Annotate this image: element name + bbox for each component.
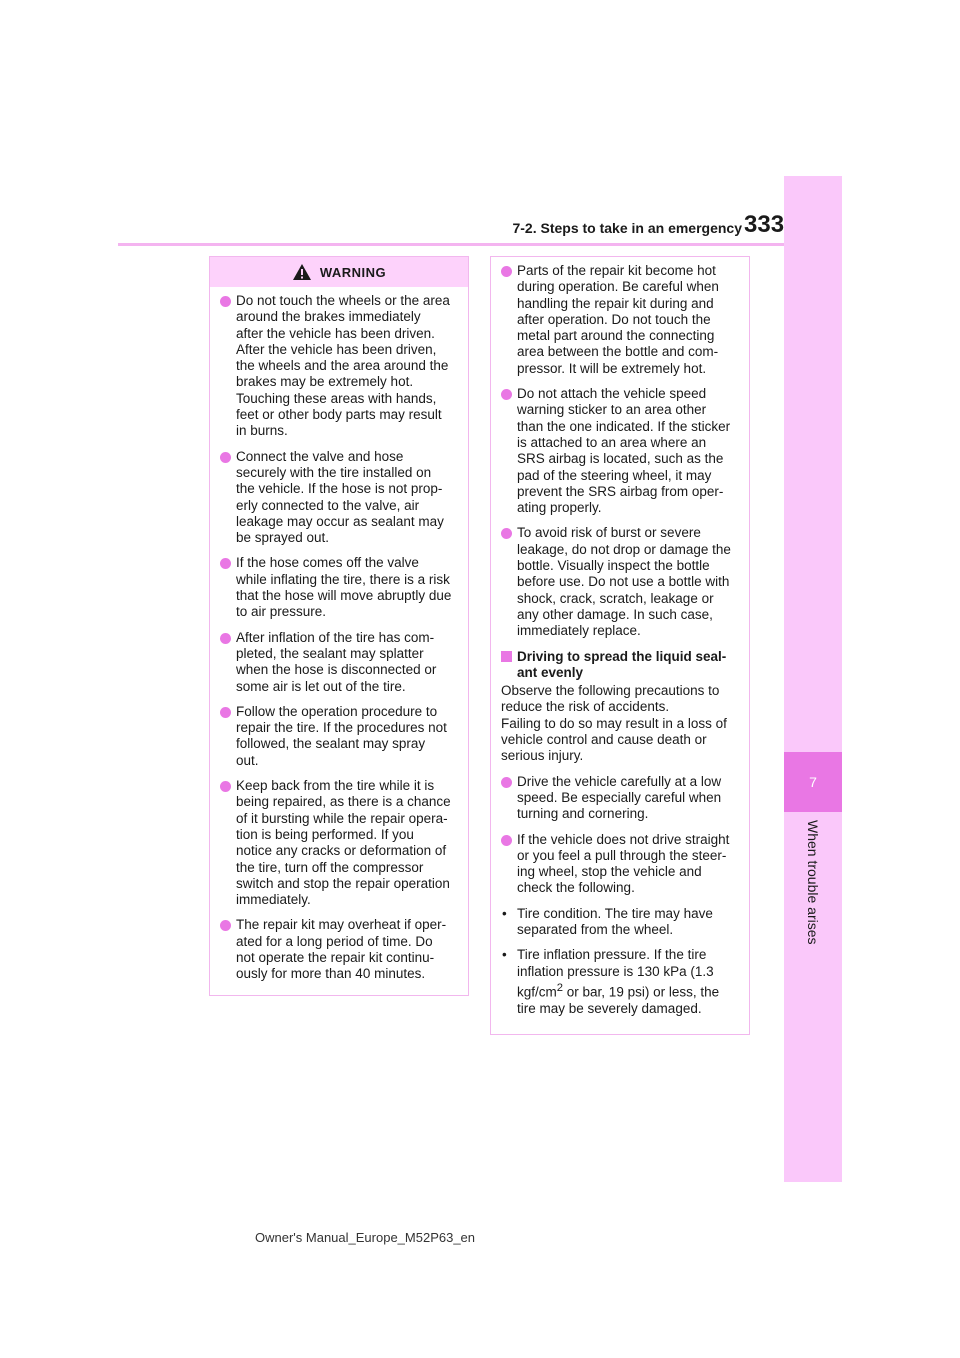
subheading bbox=[501, 649, 741, 682]
warning-item bbox=[501, 525, 741, 639]
warning-box-right bbox=[490, 256, 750, 1035]
section-title: 7-2. Steps to take in an emergency bbox=[512, 220, 742, 236]
header-rule bbox=[118, 243, 784, 246]
bullet-icon bbox=[501, 528, 512, 539]
bullet-icon bbox=[220, 781, 231, 792]
subheading-text: Driving to spread the liquid seal- ant evenly bbox=[517, 648, 727, 680]
check-text: Tire condition. The tire may have separated from the wheel. bbox=[517, 905, 713, 937]
warning-title: WARNING bbox=[319, 264, 387, 280]
check-item bbox=[501, 906, 741, 939]
chapter-number: 7 bbox=[784, 752, 842, 812]
chapter-side-tab bbox=[784, 176, 842, 1182]
warning-item-text: Connect the valve and hose securely with the tire installed on the vehicle. If the hose is not prop- erly connected to the valve, air leakage may occur as sealant may be sprayed out. bbox=[236, 448, 444, 546]
dot-bullet: • bbox=[502, 905, 507, 921]
warning-item bbox=[501, 263, 741, 377]
warning-item bbox=[220, 449, 460, 547]
warning-item bbox=[501, 386, 741, 516]
warning-item bbox=[501, 832, 741, 897]
warning-box-left bbox=[209, 256, 469, 996]
warning-item-text: Parts of the repair kit become hot during operation. Be careful when handling the repair kit during and after operation. Do not touch the metal part around the connecting area between the bottle and com- pressor. It will be extremely hot. bbox=[517, 263, 719, 376]
warning-item bbox=[220, 630, 460, 695]
dot-bullet: • bbox=[502, 947, 507, 963]
bullet-icon bbox=[220, 558, 231, 569]
bullet-icon bbox=[220, 920, 231, 931]
warning-content-left bbox=[210, 287, 468, 983]
page-number: 333 bbox=[744, 211, 785, 238]
square-bullet-icon bbox=[501, 651, 512, 662]
check-item bbox=[501, 947, 741, 1017]
warning-item bbox=[501, 774, 741, 823]
bullet-icon bbox=[220, 707, 231, 718]
warning-item-text: Do not attach the vehicle speed warning sticker to an area other than the one indicated. If the sticker is attached to an area where an SRS airbag is located, such as the pad of the steering wheel, it may prevent the SRS airbag from oper- ating properly. bbox=[517, 386, 731, 516]
warning-item-text: After inflation of the tire has com- pleted, the sealant may splatter when the hose is disconnected or some air is let out of the tire. bbox=[236, 629, 437, 694]
warning-item bbox=[220, 917, 460, 982]
warning-item-text: If the vehicle does not drive straight or you feel a pull through the steer- ing wheel, stop the vehicle and check the following. bbox=[517, 831, 730, 896]
warning-item-text: The repair kit may overheat if oper- ated for a long period of time. Do not operate the repair kit continu- ously for more than 40 minutes. bbox=[236, 917, 447, 982]
bullet-icon bbox=[220, 633, 231, 644]
warning-header bbox=[210, 257, 468, 287]
footer-text: Owner's Manual_Europe_M52P63_en bbox=[255, 1230, 476, 1245]
warning-item bbox=[220, 704, 460, 769]
warning-item-text: Follow the operation procedure to repair the tire. If the procedures not followed, the sealant may spray out. bbox=[236, 703, 447, 768]
warning-item-text: If the hose comes off the valve while inflating the tire, there is a risk that the hose will move abruptly due to air pressure. bbox=[236, 555, 452, 620]
bullet-icon bbox=[501, 835, 512, 846]
warning-content-right bbox=[491, 257, 749, 1017]
warning-item-text: Do not touch the wheels or the area around the brakes immediately after the vehicle has been driven. After the vehicle has been driven, the wheels and the area around the brakes may be extremely hot. Touching these areas with hands, feet or other body parts may result in burns. bbox=[236, 293, 450, 439]
warning-triangle-icon bbox=[292, 263, 312, 281]
warning-item bbox=[220, 293, 460, 440]
warning-item bbox=[220, 555, 460, 620]
warning-item-text: Drive the vehicle carefully at a low speed. Be especially careful when turning and cornering. bbox=[517, 773, 722, 822]
superscript: 2 bbox=[556, 981, 564, 994]
bullet-icon bbox=[501, 389, 512, 400]
warning-item bbox=[220, 778, 460, 908]
bullet-icon bbox=[220, 296, 231, 307]
paragraph: Observe the following precautions to reduce the risk of accidents. Failing to do so may result in a loss of vehicle control and cause death or serious injury. bbox=[501, 683, 727, 764]
check-text-continued: or bar, 19 psi) or less, the tire may be severely damaged. bbox=[517, 984, 720, 1016]
bullet-icon bbox=[220, 452, 231, 463]
bullet-icon bbox=[501, 266, 512, 277]
bullet-icon bbox=[501, 777, 512, 788]
warning-item-text: To avoid risk of burst or severe leakage, do not drop or damage the bottle. Visually inspect the bottle before use. Do not use a bottle with shock, crack, scratch, leakage or any other damage. In such case, immediately replace. bbox=[517, 525, 731, 639]
check-text: Tire inflation pressure. If the tire inflation pressure is 130 kPa (1.3 kgf/cm bbox=[517, 947, 714, 1000]
chapter-title: When trouble arises bbox=[805, 820, 821, 945]
warning-item-text: Keep back from the tire while it is being repaired, as there is a chance of it bursting while the repair opera- tion is being performed. If you notice any cracks or deformation of the tire, turn off the compressor switch and stop the repair operation immediately. bbox=[236, 778, 451, 908]
